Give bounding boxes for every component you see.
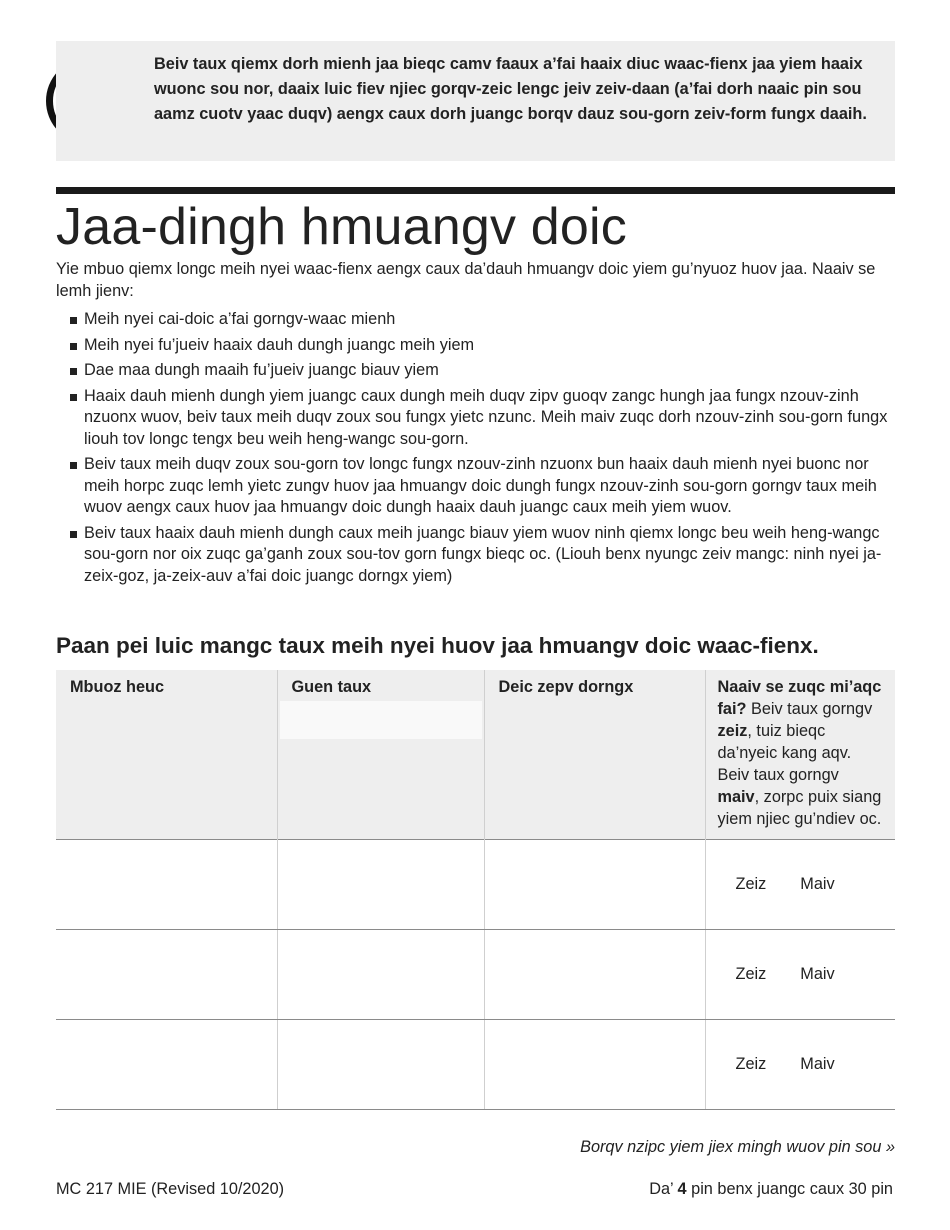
birthdate-cell[interactable] [484, 1019, 705, 1109]
yes-option[interactable]: Zeiz [735, 874, 767, 893]
page-number: Da’ 4 pin benx juangc caux 30 pin [649, 1180, 893, 1198]
list-item: Haaix dauh mienh dungh yiem juangc caux dungh meih duqv zipv guoqv zangc hungh jaa fungx nzouv-zinh nzuonx wuov, beiv taux meih duqv zoux sou fungx yietc nzunc. Meih maiv zuqc dorh nzouv-zinh sou-gorn fungx liouh tov longc tengx beu weih heng-wangc sou-gorn. [70, 386, 892, 451]
header-relationship: Guen taux [277, 670, 484, 839]
list-item: Meih nyei fu’jueiv haaix dauh dungh juangc meih yiem [70, 335, 892, 357]
no-option[interactable]: Maiv [800, 1054, 835, 1073]
birthdate-cell[interactable] [484, 929, 705, 1019]
yes-no-cell [705, 839, 895, 929]
no-option[interactable]: Maiv [800, 874, 835, 893]
header-pregnant-question: Naaiv se zuqc mi’aqc fai? Beiv taux gorngv zeiz, tuiz bieqc da’nyeic kang aqv. Beiv taux gorngv maiv, zorpc puix siang yiem njiec gu’ndiev oc. [705, 670, 895, 839]
member-bullet-list [70, 309, 892, 591]
table-row [56, 929, 895, 1019]
list-item: Dae maa dungh maaih fu’jueiv juangc biauv yiem [70, 360, 892, 382]
info-notice-box [56, 41, 895, 161]
section-divider [56, 187, 895, 194]
continue-next-page-note: Borqv nzipc yiem jiex mingh wuov pin sou » [580, 1138, 895, 1156]
info-notice-text: Beiv taux qiemx dorh mienh jaa bieqc camv faaux a’fai haaix diuc waac-fienx jaa yiem haaix wuonc sou nor, daaix luic fiev njiec gorqv-zeic lengc jeiv zeiv-daan (a’fai dorh naaic pin sou aamz cuotv yaac duqv) aengx caux dorh juangc borqv dauz sou-gorn zeiv-form fungx daaih. [154, 55, 867, 123]
yes-option[interactable]: Zeiz [735, 964, 767, 983]
relationship-cell[interactable] [277, 1019, 484, 1109]
yes-no-cell [705, 1019, 895, 1109]
name-cell[interactable] [56, 929, 277, 1019]
table-row [56, 1019, 895, 1109]
section-intro: Yie mbuo qiemx longc meih nyei waac-fienx aengx caux da’dauh hmuangv doic yiem gu’nyuoz huov jaa. Naaiv se lemh jienv: [56, 260, 876, 300]
yes-option[interactable]: Zeiz [735, 1054, 767, 1073]
list-item: Beiv taux meih duqv zoux sou-gorn tov longc fungx nzouv-zinh nzuonx bun haaix dauh mienh nyei buonc nor meih horpc zuqc lemh yietc zungv huov jaa hmuangv doic dungh fungx nzouv-zinh sou-gorn gorngv taux meih wuov aengx caux huov jaa hmuangv doic dungh haaix dauh juangc caux meih yiem wuov. [70, 454, 892, 519]
list-item: Meih nyei cai-doic a’fai gorngv-waac mienh [70, 309, 892, 331]
header-name: Mbuoz heuc [56, 670, 277, 839]
name-cell[interactable] [56, 839, 277, 929]
header-birthdate: Deic zepv dorngx [484, 670, 705, 839]
household-members-table [56, 670, 895, 1110]
name-cell[interactable] [56, 1019, 277, 1109]
relationship-cell[interactable] [277, 929, 484, 1019]
no-option[interactable]: Maiv [800, 964, 835, 983]
relationship-cell[interactable] [277, 839, 484, 929]
form-id: MC 217 MIE (Revised 10/2020) [56, 1180, 285, 1198]
table-row [56, 839, 895, 929]
birthdate-cell[interactable] [484, 839, 705, 929]
list-item: Beiv taux haaix dauh mienh dungh caux meih juangc biauv yiem wuov ninh qiemx longc beu weih heng-wangc sou-gorn nor oix zuqc ga’ganh zoux sou-tov gorn fungx bieqc oc. (Liouh benx nyungc zeiv mangc: ninh nyei ja-zeix-goz, ja-zeix-auv a’fai doic juangc dorngx yiem) [70, 523, 892, 588]
section-title: Jaa-dingh hmuangv doic [56, 198, 627, 256]
table-instructions-heading: Paan pei luic mangc taux meih nyei huov jaa hmuangv doic waac-fienx. [56, 633, 819, 658]
yes-no-cell [705, 929, 895, 1019]
